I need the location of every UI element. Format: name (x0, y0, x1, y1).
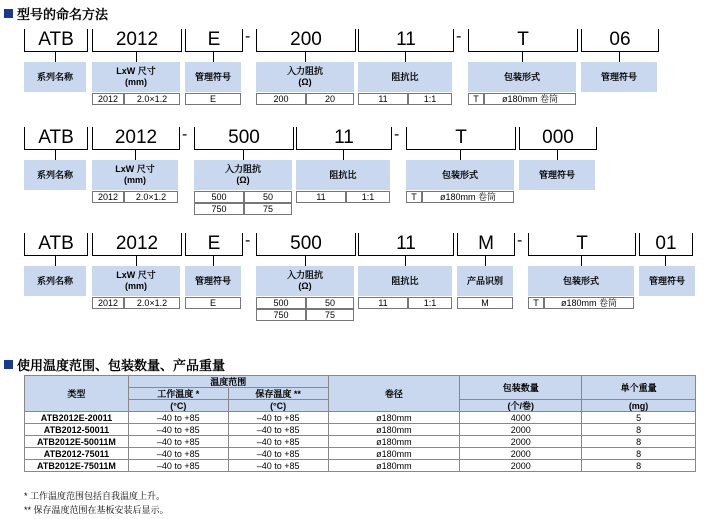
connector-line (557, 150, 558, 160)
imp-value-cell: 50 (244, 191, 292, 203)
label-series: 系列名称 (24, 160, 86, 190)
label-ratio: 阻抗比 (358, 266, 452, 296)
code-segment: ATB (24, 233, 88, 256)
code-segment: 2012 (92, 127, 180, 150)
code-segment: 200 (256, 29, 356, 52)
connector-line (243, 150, 244, 160)
connector-line (665, 256, 666, 266)
pack-value-cell: ø180mm 卷筒 (544, 297, 634, 309)
connector-line (136, 52, 137, 62)
size-code-cell: 2012 (92, 93, 124, 105)
connector-line (305, 256, 306, 266)
imp-value-cell: 50 (306, 297, 354, 309)
label-size: LxW 尺寸 (mm) (92, 160, 178, 190)
code-segment: E (185, 29, 243, 52)
connector-line (522, 52, 523, 62)
connector-line (55, 52, 56, 62)
label-impedance: 入力阻抗 (Ω) (194, 160, 292, 190)
label-series: 系列名称 (24, 266, 86, 296)
label-mgmt: 管理符号 (185, 266, 241, 296)
imp-value-cell: 75 (306, 309, 354, 321)
connector-line (485, 256, 486, 266)
footnote-store-temp: ** 保存温度范围在基板安装后显示。 (24, 505, 169, 515)
connector-line (405, 256, 406, 266)
imp-value-cell: 75 (244, 203, 292, 215)
connector-line (135, 150, 136, 160)
separator-dash: - (517, 232, 523, 249)
label-size: LxW 尺寸 (mm) (92, 62, 180, 92)
pack-code-cell: T (406, 191, 422, 203)
label-impedance: 入力阻抗 (Ω) (256, 266, 354, 296)
code-segment: 06 (581, 29, 659, 52)
table-row: ATB2012E-75011M –40 to +85 –40 to +85 ø180mm 2000 8 (25, 460, 696, 472)
label-mgmt-2: 管理符号 (639, 266, 695, 296)
label-ratio: 阻抗比 (296, 160, 390, 190)
code-segment: T (406, 127, 516, 150)
label-size: LxW 尺寸 (mm) (92, 266, 180, 296)
header-store-unit: (°C) (228, 400, 328, 412)
connector-line (136, 256, 137, 266)
code-segment: ATB (24, 29, 88, 52)
connector-line (343, 150, 344, 160)
size-value-cell: 2.0×1.2 (124, 191, 178, 203)
code-segment: 2012 (92, 233, 182, 256)
square-bullet-icon (4, 9, 13, 18)
pack-code-cell: T (468, 93, 484, 105)
code-segment: 000 (519, 127, 597, 150)
label-packaging: 包装形式 (406, 160, 514, 190)
ratio-code-cell: 11 (358, 297, 408, 309)
table-row: ATB2012-50011 –40 to +85 –40 to +85 ø180mm 2000 8 (25, 424, 696, 436)
header-type: 类型 (25, 376, 129, 412)
connector-line (581, 256, 582, 266)
imp-value-cell: 20 (306, 93, 354, 105)
header-reel: 卷径 (328, 376, 460, 412)
label-ratio: 阻抗比 (358, 62, 452, 92)
label-mgmt: 管理符号 (519, 160, 595, 190)
ratio-code-cell: 11 (358, 93, 408, 105)
size-code-cell: 2012 (92, 191, 124, 203)
header-work-temp: 工作温度 * (128, 388, 228, 400)
size-value-cell: 2.0×1.2 (124, 297, 180, 309)
separator-dash: - (456, 28, 462, 45)
label-series: 系列名称 (24, 62, 86, 92)
table-row: ATB2012E-50011M –40 to +85 –40 to +85 ø180mm 2000 8 (25, 436, 696, 448)
label-packaging: 包装形式 (528, 266, 634, 296)
header-weight: 单个重量 (582, 376, 696, 400)
connector-line (213, 52, 214, 62)
code-segment: 11 (358, 29, 454, 52)
footnote-work-temp: * 工作温度范围包括自我温度上升。 (24, 491, 166, 501)
header-qty: 包装数量 (460, 376, 582, 400)
naming-section-title (4, 4, 108, 23)
size-code-cell: 2012 (92, 297, 124, 309)
header-work-unit: (°C) (128, 400, 228, 412)
label-mgmt: 管理符号 (185, 62, 241, 92)
label-impedance: 入力阻抗 (Ω) (256, 62, 354, 92)
spec-table (24, 375, 696, 472)
pack-value-cell: ø180mm 卷筒 (484, 93, 576, 105)
table-row: ATB2012-75011 –40 to +85 –40 to +85 ø180mm 2000 8 (25, 448, 696, 460)
code-segment: 2012 (92, 29, 182, 52)
connector-line (305, 52, 306, 62)
separator-dash: - (245, 28, 251, 45)
connector-line (460, 150, 461, 160)
imp-code-cell: 750 (194, 203, 244, 215)
imp-code-cell: 200 (256, 93, 306, 105)
code-segment: E (185, 233, 243, 256)
product-id-cell: M (457, 297, 513, 309)
mgmt-code-cell: E (185, 297, 241, 309)
imp-code-cell: 500 (194, 191, 244, 203)
code-segment: 500 (256, 233, 356, 256)
code-segment: M (457, 233, 515, 256)
code-segment: 01 (639, 233, 693, 256)
mgmt-code-cell: E (185, 93, 241, 105)
label-product-id: 产品识别 (457, 266, 513, 296)
header-temp-range: 温度范围 (128, 376, 328, 388)
code-segment: 500 (194, 127, 294, 150)
connector-line (619, 52, 620, 62)
code-segment: T (528, 233, 636, 256)
imp-code-cell: 750 (256, 309, 306, 321)
header-store-temp: 保存温度 ** (228, 388, 328, 400)
separator-dash: - (182, 126, 188, 143)
connector-line (405, 52, 406, 62)
header-weight-unit: (mg) (582, 400, 696, 412)
connector-line (213, 256, 214, 266)
separator-dash: - (245, 232, 251, 249)
code-segment: T (468, 29, 578, 52)
label-mgmt-2: 管理符号 (581, 62, 657, 92)
naming-title-text: 型号的命名方法 (17, 7, 109, 22)
connector-line (55, 256, 56, 266)
spec-title-text: 使用温度范围、包装数量、产品重量 (17, 358, 226, 373)
pack-code-cell: T (528, 297, 544, 309)
square-bullet-icon (4, 360, 13, 369)
header-qty-unit: (个/卷) (460, 400, 582, 412)
ratio-value-cell: 1:1 (408, 297, 452, 309)
separator-dash: - (394, 126, 400, 143)
connector-line (55, 150, 56, 160)
imp-code-cell: 500 (256, 297, 306, 309)
ratio-value-cell: 1:1 (408, 93, 452, 105)
ratio-code-cell: 11 (296, 191, 346, 203)
label-packaging: 包装形式 (468, 62, 576, 92)
code-segment: 11 (296, 127, 392, 150)
size-value-cell: 2.0×1.2 (124, 93, 180, 105)
spec-section-title (4, 355, 225, 374)
code-segment: ATB (24, 127, 88, 150)
code-segment: 11 (358, 233, 454, 256)
ratio-value-cell: 1:1 (346, 191, 390, 203)
pack-value-cell: ø180mm 卷筒 (422, 191, 514, 203)
table-row: ATB2012E-20011 –40 to +85 –40 to +85 ø180mm 4000 5 (25, 412, 696, 424)
